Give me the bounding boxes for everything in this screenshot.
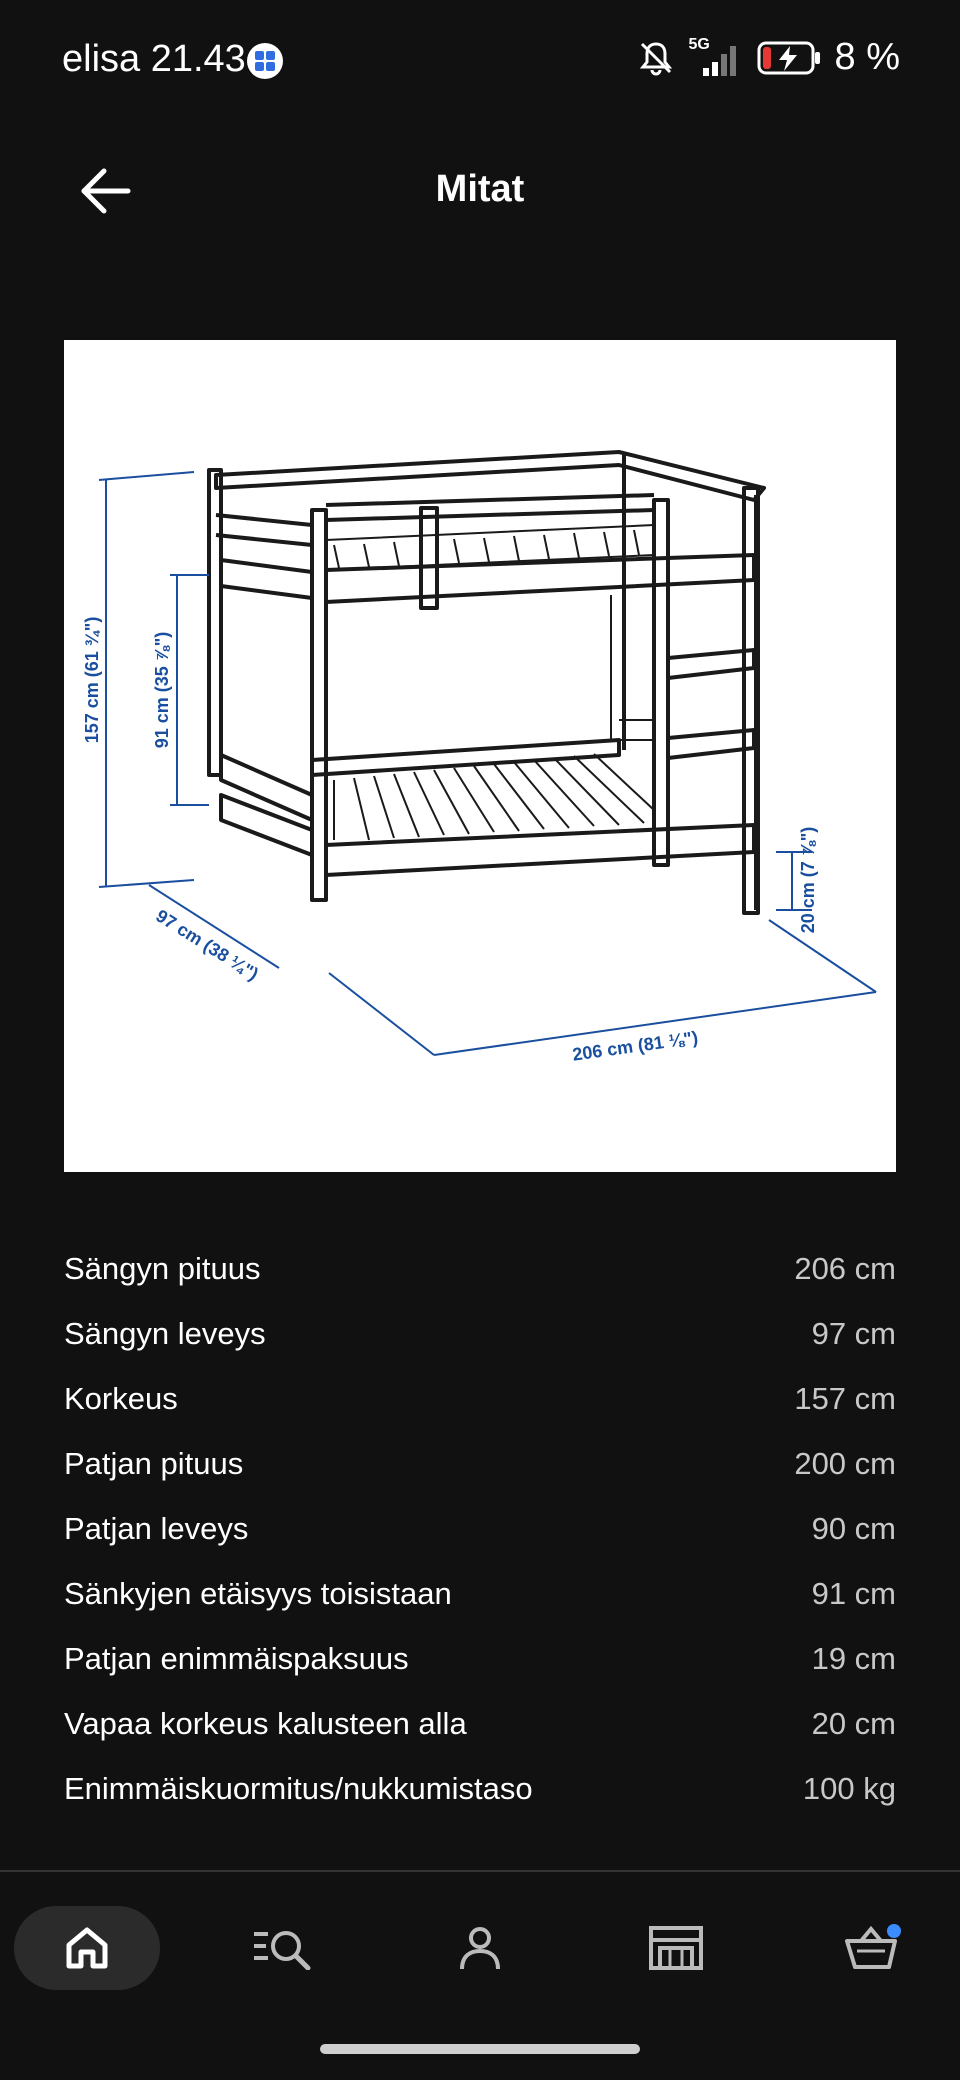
carrier-time: elisa 21.43 [62, 38, 246, 80]
diagram-label-length: 206 cm (81 ⅛") [571, 1027, 700, 1065]
dimension-value: 97 cm [811, 1315, 896, 1351]
dimension-label: Korkeus [64, 1380, 178, 1416]
dimension-value: 19 cm [811, 1640, 896, 1676]
dimension-row [64, 1301, 896, 1366]
dimension-label: Patjan pituus [64, 1445, 244, 1481]
signal-icon [688, 35, 743, 78]
battery-charging-icon [757, 40, 821, 76]
dimension-row [64, 1626, 896, 1691]
dimension-value: 91 cm [811, 1575, 896, 1611]
diagram-label-height: 157 cm (61 ¾") [82, 616, 102, 744]
dimension-label: Sänkyjen etäisyys toisistaan [64, 1575, 452, 1611]
dimension-row [64, 1366, 896, 1431]
search-list-icon [252, 1926, 314, 1970]
nav-home[interactable] [14, 1906, 160, 1990]
dimension-value: 206 cm [794, 1250, 896, 1286]
page-title: Mitat [435, 168, 525, 210]
dimension-label: Vapaa korkeus kalusteen alla [64, 1705, 467, 1741]
app-notification-icon [247, 43, 283, 79]
dimension-row [64, 1561, 896, 1626]
dimension-row [64, 1756, 896, 1821]
nav-search[interactable] [210, 1906, 356, 1990]
status-bar [0, 0, 960, 124]
store-icon [648, 1925, 704, 1971]
network-indicator [688, 35, 743, 78]
dimension-list [64, 1236, 896, 1821]
nav-profile[interactable] [407, 1906, 553, 1990]
nav-basket[interactable] [800, 1906, 946, 1990]
home-icon [63, 1925, 111, 1971]
diagram-label-clearance: 20 cm (7 ⅞") [798, 826, 818, 934]
dimension-row [64, 1236, 896, 1301]
diagram-label-width: 97 cm (38 ¼") [152, 905, 262, 985]
product-dimension-image [64, 340, 896, 1172]
dimension-value: 157 cm [794, 1380, 896, 1416]
nav-store[interactable] [603, 1906, 749, 1990]
network-type: 5G [688, 35, 710, 53]
dimension-label: Patjan enimmäispaksuus [64, 1640, 409, 1676]
diagram-label-gap: 91 cm (35 ⅞") [152, 631, 172, 749]
dimension-value: 20 cm [811, 1705, 896, 1741]
dimension-label: Sängyn leveys [64, 1315, 266, 1351]
gesture-bar[interactable] [320, 2044, 640, 2054]
dimension-label: Enimmäiskuormitus/nukkumistaso [64, 1770, 533, 1806]
dimension-row [64, 1496, 896, 1561]
bunk-bed-drawing [64, 340, 896, 1172]
dimension-row [64, 1431, 896, 1496]
dimension-value: 90 cm [811, 1510, 896, 1546]
dimension-value: 100 kg [802, 1770, 896, 1806]
profile-icon [457, 1925, 503, 1971]
dimension-row [64, 1691, 896, 1756]
dimension-label: Sängyn pituus [64, 1250, 261, 1286]
dimension-value: 200 cm [794, 1445, 896, 1481]
mute-bell-icon [637, 39, 675, 77]
app-bar [0, 140, 960, 240]
basket-icon [843, 1923, 903, 1973]
dimension-label: Patjan leveys [64, 1510, 249, 1546]
battery-percent: 8 % [834, 36, 900, 78]
